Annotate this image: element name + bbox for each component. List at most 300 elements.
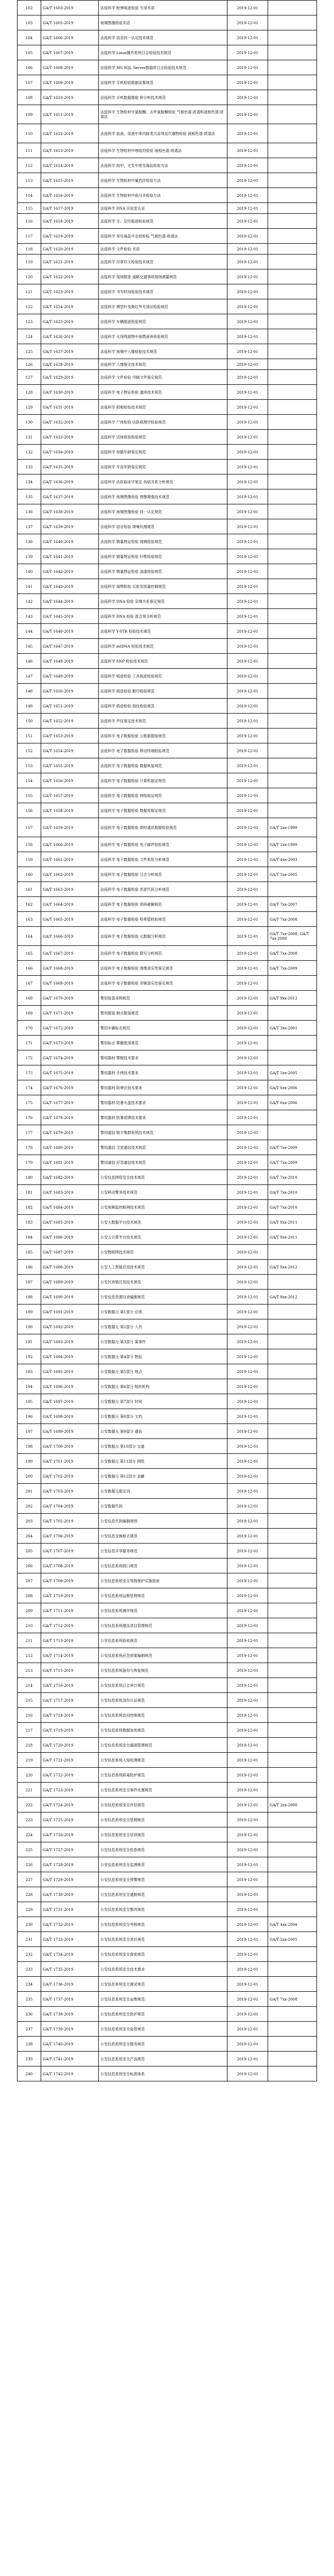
cell-code: GA/T 1609-2019 — [41, 75, 99, 90]
table-row — [17, 579, 317, 594]
cell-replaced — [268, 244, 317, 255]
cell-replaced: GA/T 7xx-2008; GA/T 7xx-2008 — [268, 927, 317, 946]
cell-replaced: GA/T 6xx-2006 — [268, 1095, 317, 1110]
table-row — [17, 1678, 317, 1693]
table-row — [17, 837, 317, 852]
cell-replaced — [268, 519, 317, 534]
cell-name: 警用器材 防暴盾牌技术要求 — [99, 1110, 227, 1125]
cell-no: 202 — [17, 1499, 41, 1514]
cell-date: 2019-12-01 — [227, 1753, 268, 1768]
cell-no: 206 — [17, 1558, 41, 1573]
cell-code: GA/T 1704-2019 — [41, 1499, 99, 1514]
cell-date: 2019-12-01 — [227, 1334, 268, 1349]
cell-code: GA/T 1678-2019 — [41, 1110, 99, 1125]
cell-no: 234 — [17, 1977, 41, 1992]
cell-name: 法庭科学 书写时间检验技术规范 — [99, 284, 227, 299]
cell-code: GA/T 1610-2019 — [41, 90, 99, 105]
cell-name: 公安信息系统备份与恢复规范 — [99, 1663, 227, 1678]
cell-code: GA/T 1670-2019 — [41, 991, 99, 1006]
cell-code: GA/T 1713-2019 — [41, 1633, 99, 1648]
cell-date: 2019-12-01 — [227, 1484, 268, 1499]
cell-no: 181 — [17, 1185, 41, 1200]
cell-replaced — [268, 1603, 317, 1618]
cell-code: GA/T 1628-2019 — [41, 359, 99, 370]
cell-name: 法庭科学 火场残留物中易燃液体检验规范 — [99, 329, 227, 344]
cell-no: 103 — [17, 15, 41, 30]
cell-replaced — [268, 976, 317, 991]
cell-code: GA/T 1607-2019 — [41, 45, 99, 60]
cell-name: 公安信息系统安全技术要求 — [99, 1962, 227, 1977]
cell-no: 106 — [17, 60, 41, 75]
cell-code: GA/T 1661-2019 — [41, 852, 99, 867]
cell-replaced — [268, 284, 317, 299]
cell-replaced: GA/T 2xx-2000 — [268, 1798, 317, 1812]
cell-code: GA/T 1652-2019 — [41, 714, 99, 728]
cell-no: 149 — [17, 699, 41, 714]
cell-code: GA/T 1710-2019 — [41, 1588, 99, 1603]
table-row — [17, 1977, 317, 1992]
cell-name: 法庭科学 电子数据检验 隐写分析规范 — [99, 946, 227, 961]
cell-replaced — [268, 743, 317, 758]
cell-date: 2019-12-01 — [227, 534, 268, 549]
cell-date: 2019-12-01 — [227, 75, 268, 90]
cell-replaced — [268, 1544, 317, 1558]
table-row — [17, 1723, 317, 1738]
cell-date: 2019-12-01 — [227, 1364, 268, 1379]
cell-date: 2019-12-01 — [227, 1902, 268, 1917]
cell-no: 147 — [17, 669, 41, 684]
cell-no: 180 — [17, 1170, 41, 1185]
cell-name: 公安信息代码编制规则 — [99, 1514, 227, 1529]
cell-replaced — [268, 534, 317, 549]
cell-replaced: GA/T 8xx-2012 — [268, 1260, 317, 1275]
table-row — [17, 370, 317, 385]
cell-replaced — [268, 1364, 317, 1379]
cell-date: 2019-12-01 — [227, 1080, 268, 1095]
cell-date: 2019-12-01 — [227, 1036, 268, 1050]
cell-code: GA/T 1700-2019 — [41, 1439, 99, 1454]
cell-name: 公安信息系统安全整改规范 — [99, 1902, 227, 1917]
cell-name: 公安物联网技术规范 — [99, 1245, 227, 1260]
cell-code: GA/T 1728-2019 — [41, 1857, 99, 1872]
cell-replaced — [268, 445, 317, 460]
cell-no: 120 — [17, 269, 41, 284]
cell-date: 2019-12-01 — [227, 359, 268, 370]
cell-code: GA/T 1719-2019 — [41, 1723, 99, 1738]
cell-no: 125 — [17, 344, 41, 359]
cell-no: 157 — [17, 818, 41, 837]
cell-code: GA/T 1644-2019 — [41, 594, 99, 609]
table-row — [17, 1140, 317, 1155]
cell-name: 公安数据元 第4部分 物品 — [99, 1349, 227, 1364]
cell-replaced — [268, 1872, 317, 1887]
cell-date: 2019-12-01 — [227, 1065, 268, 1080]
cell-code: GA/T 1682-2019 — [41, 1170, 99, 1185]
cell-replaced — [268, 1454, 317, 1469]
cell-date: 2019-12-01 — [227, 1857, 268, 1872]
table-row — [17, 1080, 317, 1095]
cell-name: 法庭科学 DNA 检验 混合斑分析规范 — [99, 609, 227, 624]
cell-code: GA/T 1677-2019 — [41, 1095, 99, 1110]
cell-name: 警用通信 应急通信技术规范 — [99, 1155, 227, 1170]
cell-name: 公安数据元 第1部分 总则 — [99, 1304, 227, 1319]
cell-replaced — [268, 60, 317, 75]
cell-replaced — [268, 370, 317, 385]
cell-no: 193 — [17, 1364, 41, 1379]
cell-no: 121 — [17, 284, 41, 299]
cell-name: 法庭科学 电子数据检验 电子邮件检验规范 — [99, 837, 227, 852]
cell-name: 法庭科学 Linux操作系统日志检验技术规范 — [99, 45, 227, 60]
cell-code: GA/T 1706-2019 — [41, 1529, 99, 1544]
cell-replaced — [268, 803, 317, 818]
cell-replaced — [268, 1678, 317, 1693]
cell-replaced — [268, 124, 317, 143]
cell-code: GA/T 1735-2019 — [41, 1962, 99, 1977]
cell-no: 188 — [17, 1290, 41, 1304]
cell-code: GA/T 1694-2019 — [41, 1349, 99, 1364]
cell-name: 警用器材 防弹衣技术要求 — [99, 1080, 227, 1095]
cell-code: GA/T 1685-2019 — [41, 1215, 99, 1230]
cell-no: 161 — [17, 882, 41, 897]
table-row — [17, 1095, 317, 1110]
table-row — [17, 284, 317, 299]
cell-date: 2019-12-01 — [227, 1544, 268, 1558]
cell-no: 124 — [17, 329, 41, 344]
table-row — [17, 143, 317, 158]
table-row — [17, 1021, 317, 1036]
cell-replaced — [268, 714, 317, 728]
cell-replaced — [268, 173, 317, 188]
cell-no: 216 — [17, 1708, 41, 1723]
cell-no: 164 — [17, 927, 41, 946]
cell-no: 171 — [17, 1036, 41, 1050]
table-row — [17, 269, 317, 284]
cell-name: 公安信息系统安全考核规范 — [99, 1917, 227, 1932]
cell-code: GA/T 1633-2019 — [41, 430, 99, 445]
cell-date: 2019-12-01 — [227, 299, 268, 314]
cell-name: 法庭科学 牙齿年龄鉴定规范 — [99, 460, 227, 474]
cell-replaced — [268, 1723, 317, 1738]
table-row — [17, 758, 317, 773]
table-row — [17, 669, 317, 684]
cell-name: 公安数据元 第10部分 交通 — [99, 1439, 227, 1454]
table-row — [17, 946, 317, 961]
cell-date: 2019-12-01 — [227, 1633, 268, 1648]
table-row — [17, 1409, 317, 1424]
cell-name: 法庭科学 Y-STR 检验技术规范 — [99, 624, 227, 639]
cell-name: 公安信息交换格式规范 — [99, 1529, 227, 1544]
cell-date: 2019-12-01 — [227, 255, 268, 269]
cell-no: 134 — [17, 474, 41, 489]
cell-code: GA/T 1655-2019 — [41, 758, 99, 773]
cell-no: 199 — [17, 1454, 41, 1469]
table-row — [17, 1454, 317, 1469]
cell-name: 公安数据元 第6部分 组织机构 — [99, 1379, 227, 1394]
cell-date: 2019-12-01 — [227, 867, 268, 882]
table-row — [17, 897, 317, 912]
table-row — [17, 1469, 317, 1484]
cell-name: 公安数据元 第8部分 文档 — [99, 1409, 227, 1424]
cell-date: 2019-12-01 — [227, 2052, 268, 2066]
cell-no: 141 — [17, 579, 41, 594]
cell-date: 2019-12-01 — [227, 1738, 268, 1753]
cell-replaced — [268, 1484, 317, 1499]
cell-no: 213 — [17, 1663, 41, 1678]
cell-name: 法庭科学 痕迹检验 鞋印检验规范 — [99, 684, 227, 699]
cell-code: GA/T 1614-2019 — [41, 158, 99, 173]
table-row — [17, 1529, 317, 1544]
table-row — [17, 1170, 317, 1185]
cell-name: 公安信息系统安全事件处置规范 — [99, 1783, 227, 1798]
cell-name: 法庭科学 生物检材中曲马多检验方法 — [99, 188, 227, 203]
cell-name: 法庭科学 车辆痕迹检验规范 — [99, 314, 227, 329]
table-row — [17, 1439, 317, 1454]
cell-replaced: GA/T 7xx-2008 — [268, 912, 317, 927]
cell-replaced — [268, 400, 317, 415]
cell-no: 196 — [17, 1409, 41, 1424]
table-row — [17, 1006, 317, 1021]
cell-date: 2019-12-01 — [227, 158, 268, 173]
table-row — [17, 1, 317, 15]
cell-code: GA/T 1608-2019 — [41, 60, 99, 75]
cell-name: 法庭科学 生物检材中唑吡坦检验 液相色谱-质谱法 — [99, 143, 227, 158]
cell-replaced — [268, 579, 317, 594]
cell-no: 108 — [17, 90, 41, 105]
cell-code: GA/T 1679-2019 — [41, 1125, 99, 1140]
table-row — [17, 743, 317, 758]
cell-no: 189 — [17, 1304, 41, 1319]
cell-replaced — [268, 1573, 317, 1588]
cell-date: 2019-12-01 — [227, 1170, 268, 1185]
cell-date: 2019-12-01 — [227, 1603, 268, 1618]
cell-replaced — [268, 90, 317, 105]
cell-date: 2019-12-01 — [227, 445, 268, 460]
cell-name: 公安数据元 第11部分 网络 — [99, 1454, 227, 1469]
cell-no: 138 — [17, 534, 41, 549]
table-row — [17, 1334, 317, 1349]
cell-name: 法庭科学 微量物证检验 纤维检验规范 — [99, 549, 227, 564]
cell-date: 2019-12-01 — [227, 1140, 268, 1155]
cell-code: GA/T 1619-2019 — [41, 229, 99, 244]
cell-replaced — [268, 1349, 317, 1364]
cell-no: 173 — [17, 1065, 41, 1080]
cell-date: 2019-12-01 — [227, 1499, 268, 1514]
cell-name: 公安信息系统身份认证规范 — [99, 1693, 227, 1708]
cell-name: 法庭科学 印章印文检验技术规范 — [99, 255, 227, 269]
cell-replaced — [268, 1768, 317, 1783]
cell-date: 2019-12-01 — [227, 329, 268, 344]
cell-name: 法庭科学 指甲、毛发中常见毒品检验方法 — [99, 158, 227, 173]
cell-date: 2019-12-01 — [227, 1245, 268, 1260]
cell-name: 法庭科学 微量物证检验 油漆检验规范 — [99, 564, 227, 579]
table-row — [17, 1200, 317, 1215]
cell-no: 137 — [17, 519, 41, 534]
cell-name: 法庭科学 视频图像检验 同一认定规范 — [99, 504, 227, 519]
table-row — [17, 460, 317, 474]
cell-no: 240 — [17, 2066, 41, 2081]
cell-code: GA/T 1617-2019 — [41, 203, 99, 214]
cell-no: 166 — [17, 961, 41, 976]
cell-no: 212 — [17, 1648, 41, 1663]
cell-no: 238 — [17, 2037, 41, 2052]
table-row — [17, 255, 317, 269]
cell-code: GA/T 1653-2019 — [41, 728, 99, 743]
cell-code: GA/T 1664-2019 — [41, 897, 99, 912]
cell-name: 法庭科学 DNA 检验 亲缘关系鉴定规范 — [99, 594, 227, 609]
table-row — [17, 684, 317, 699]
cell-no: 151 — [17, 728, 41, 743]
cell-replaced — [268, 1588, 317, 1603]
cell-replaced — [268, 1648, 317, 1663]
table-row — [17, 1304, 317, 1319]
cell-replaced — [268, 1947, 317, 1962]
cell-code: GA/T 1605-2019 — [41, 15, 99, 30]
cell-replaced — [268, 2037, 317, 2052]
cell-code: GA/T 1724-2019 — [41, 1798, 99, 1812]
cell-name: 公安信息系统验收规范 — [99, 1633, 227, 1648]
cell-date: 2019-12-01 — [227, 946, 268, 961]
cell-name: 公安视频监控联网技术规范 — [99, 1200, 227, 1215]
cell-name: 法庭科学 电子数据检验 数据库取证规范 — [99, 803, 227, 818]
cell-name: 公安信息系统安全等级保护实施指南 — [99, 1573, 227, 1588]
cell-replaced: GA/T 7xx-2010 — [268, 1200, 317, 1215]
cell-date: 2019-12-01 — [227, 1454, 268, 1469]
table-row — [17, 1947, 317, 1962]
cell-no: 185 — [17, 1245, 41, 1260]
cell-no: 156 — [17, 803, 41, 818]
cell-name: 警用标志 警徽使用规范 — [99, 1036, 227, 1050]
table-row — [17, 1842, 317, 1857]
cell-name: 公安云计算平台技术规范 — [99, 1230, 227, 1245]
cell-replaced — [268, 684, 317, 699]
cell-code: GA/T 1742-2019 — [41, 2066, 99, 2081]
cell-no: 130 — [17, 415, 41, 430]
table-row — [17, 976, 317, 991]
cell-replaced — [268, 1319, 317, 1334]
cell-code: GA/T 1692-2019 — [41, 1319, 99, 1334]
table-row — [17, 1588, 317, 1603]
table-row — [17, 60, 317, 75]
cell-date: 2019-12-01 — [227, 1529, 268, 1544]
table-row — [17, 1558, 317, 1573]
cell-replaced — [268, 359, 317, 370]
cell-replaced — [268, 1334, 317, 1349]
table-row — [17, 474, 317, 489]
cell-replaced — [268, 1110, 317, 1125]
cell-replaced — [268, 15, 317, 30]
cell-date: 2019-12-01 — [227, 1200, 268, 1215]
cell-name: 公安信息系统安全保密规范 — [99, 1947, 227, 1962]
cell-name: 警用器材 警棍技术要求 — [99, 1050, 227, 1065]
cell-date: 2019-12-01 — [227, 460, 268, 474]
cell-code: GA/T 1716-2019 — [41, 1678, 99, 1693]
cell-replaced — [268, 2066, 317, 2081]
cell-replaced — [268, 1977, 317, 1992]
cell-no: 221 — [17, 1783, 41, 1798]
cell-no: 131 — [17, 430, 41, 445]
cell-replaced — [268, 728, 317, 743]
cell-name: 法庭科学 人像鉴定技术规范 — [99, 359, 227, 370]
cell-replaced — [268, 105, 317, 124]
cell-date: 2019-12-01 — [227, 579, 268, 594]
cell-name: 法庭科学 电子数据检验 云数据提取规范 — [99, 728, 227, 743]
cell-code: GA/T 1722-2019 — [41, 1768, 99, 1783]
cell-no: 214 — [17, 1678, 41, 1693]
cell-code: GA/T 1683-2019 — [41, 1185, 99, 1200]
cell-no: 236 — [17, 2007, 41, 2022]
cell-replaced — [268, 460, 317, 474]
cell-date: 2019-12-01 — [227, 344, 268, 359]
cell-name: 公安信息系统安全监测规范 — [99, 1857, 227, 1872]
cell-name: 法庭科学 电子数据检验 网络取证规范 — [99, 788, 227, 803]
cell-code: GA/T 1681-2019 — [41, 1155, 99, 1170]
cell-code: GA/T 1690-2019 — [41, 1290, 99, 1304]
cell-code: GA/T 1707-2019 — [41, 1544, 99, 1558]
cell-name: 法庭科学 文件检验 印刷文件鉴定规范 — [99, 370, 227, 385]
cell-date: 2019-12-01 — [227, 818, 268, 837]
cell-no: 169 — [17, 1006, 41, 1021]
cell-no: 217 — [17, 1723, 41, 1738]
cell-date: 2019-12-01 — [227, 1006, 268, 1021]
cell-code: GA/T 1618-2019 — [41, 214, 99, 229]
cell-date: 2019-12-01 — [227, 244, 268, 255]
cell-code: GA/T 1738-2019 — [41, 2007, 99, 2022]
table-row — [17, 1887, 317, 1902]
cell-code: GA/T 1723-2019 — [41, 1783, 99, 1798]
cell-code: GA/T 1657-2019 — [41, 788, 99, 803]
cell-replaced: GA/T 7xx-2010 — [268, 1170, 317, 1185]
cell-date: 2019-12-01 — [227, 1992, 268, 2007]
cell-replaced — [268, 255, 317, 269]
cell-code: GA/T 1626-2019 — [41, 329, 99, 344]
cell-name: 公安信息系统安全服务规范 — [99, 2037, 227, 2052]
cell-date: 2019-12-01 — [227, 1125, 268, 1140]
cell-replaced — [268, 654, 317, 669]
cell-name: 法庭科学 枪弹痕迹检验 专用术语 — [99, 1, 227, 15]
cell-no: 113 — [17, 173, 41, 188]
cell-replaced — [268, 624, 317, 639]
cell-date: 2019-12-01 — [227, 1842, 268, 1857]
cell-no: 140 — [17, 564, 41, 579]
cell-code: GA/T 1665-2019 — [41, 912, 99, 927]
cell-no: 115 — [17, 203, 41, 214]
cell-code: GA/T 1717-2019 — [41, 1693, 99, 1708]
cell-no: 218 — [17, 1738, 41, 1753]
cell-date: 2019-12-01 — [227, 1155, 268, 1170]
table-row — [17, 624, 317, 639]
cell-replaced: GA/T 6xx-2006 — [268, 1080, 317, 1095]
cell-date: 2019-12-01 — [227, 1469, 268, 1484]
cell-name: 警用服装 制式服装规范 — [99, 1006, 227, 1021]
cell-no: 139 — [17, 549, 41, 564]
cell-no: 233 — [17, 1962, 41, 1977]
table-row — [17, 203, 317, 214]
cell-date: 2019-12-01 — [227, 1962, 268, 1977]
cell-name: 公安数据元 第5部分 地点 — [99, 1364, 227, 1379]
cell-name: 公安信息共享服务规范 — [99, 1544, 227, 1558]
cell-name: 公安信息系统安全通报规范 — [99, 1887, 227, 1902]
cell-code: GA/T 1669-2019 — [41, 976, 99, 991]
cell-name: 法庭科学 电子数据检验 恶意代码分析规范 — [99, 882, 227, 897]
cell-name: 公安数据元限定词 — [99, 1484, 227, 1499]
cell-date: 2019-12-01 — [227, 1678, 268, 1693]
cell-date: 2019-12-01 — [227, 1798, 268, 1812]
cell-name: 法庭科学 电子数据检验 元数据分析规范 — [99, 927, 227, 946]
cell-replaced: GA/T 7xx-2009 — [268, 1155, 317, 1170]
cell-name: 法庭科学 电子数据检验 哈希值校验规范 — [99, 912, 227, 927]
table-row — [17, 564, 317, 579]
cell-name: 法庭科学 电子数据检验 计算机取证规范 — [99, 773, 227, 788]
